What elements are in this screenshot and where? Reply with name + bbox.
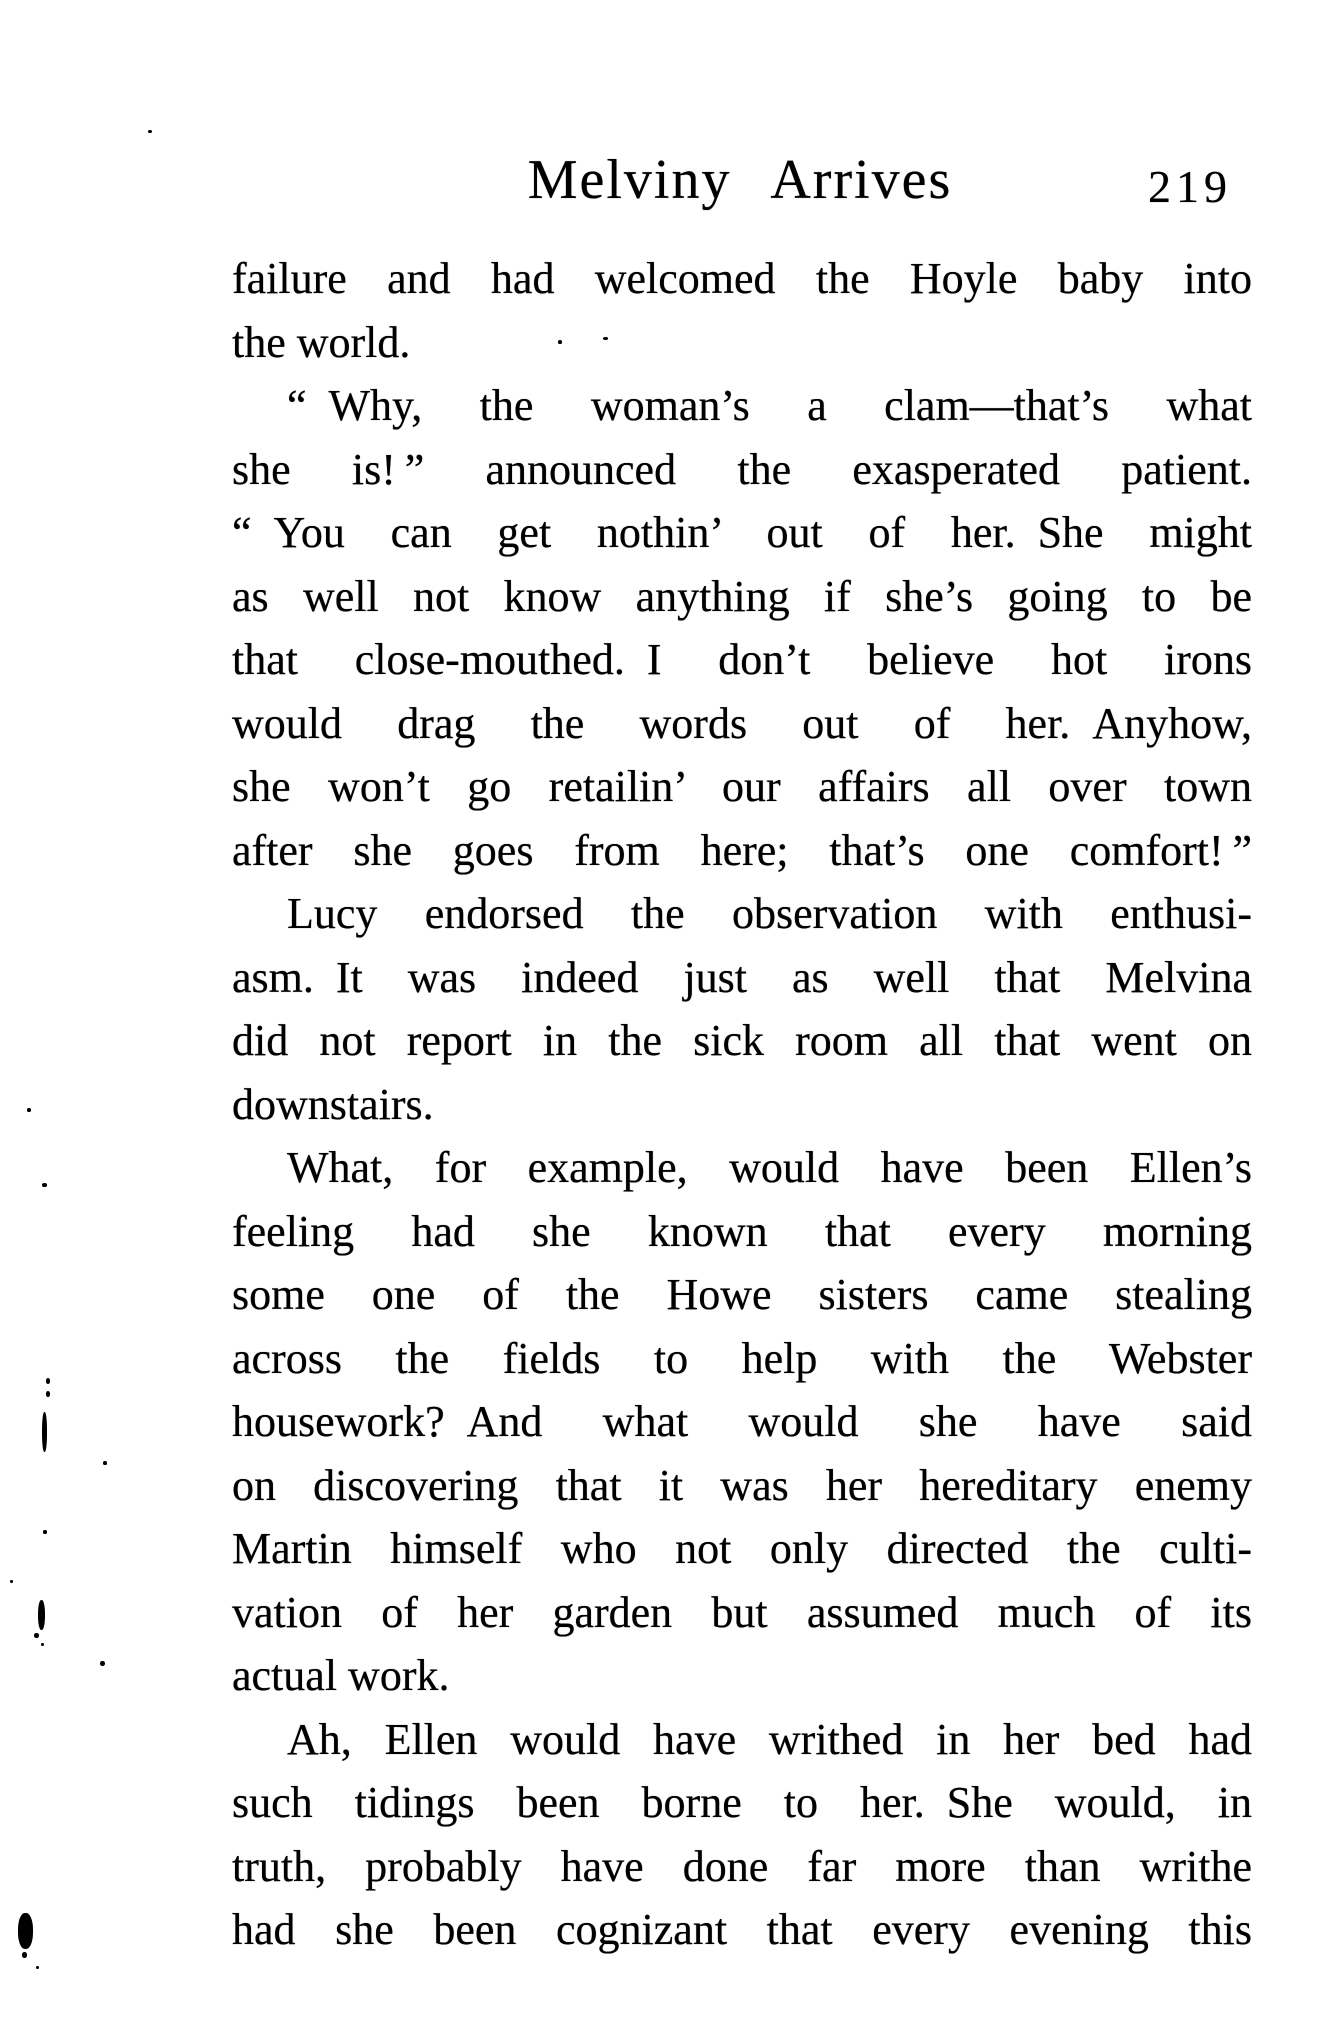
ink-mark: [42, 1412, 47, 1452]
text-line: What, for example, would have been Ellen’s: [287, 1143, 1252, 1192]
text-line: Martin himself who not only directed the culti-: [232, 1524, 1252, 1573]
text-line: “ You can get nothin’ out of her. She might: [232, 508, 1252, 557]
ink-mark: [100, 1661, 105, 1666]
body-lines: [232, 247, 1252, 1962]
ink-mark: [41, 1643, 44, 1646]
ink-mark: [103, 1461, 107, 1465]
ink-mark: [558, 340, 562, 344]
ink-mark: [27, 1108, 31, 1112]
text-line: truth, probably have done far more than writhe: [232, 1841, 1252, 1891]
text-line: had she been cognizant that every evening this: [232, 1905, 1252, 1954]
ink-mark: [42, 1183, 47, 1187]
ink-mark: [148, 130, 152, 133]
ink-mark: [18, 1913, 33, 1949]
text-line: asm. It was indeed just as well that Melvina: [232, 952, 1252, 1002]
text-line: the world.: [232, 317, 411, 367]
page-title: Melviny Arrives: [527, 149, 953, 211]
ink-mark: [43, 1530, 47, 1534]
ink-mark: [10, 1580, 13, 1583]
text-line: across the fields to help with the Webster: [232, 1333, 1252, 1383]
ink-mark: [34, 1633, 39, 1638]
text-line: such tidings been borne to her. She would, in: [232, 1778, 1252, 1827]
ink-mark: [22, 1952, 27, 1958]
ink-mark: [46, 1378, 50, 1384]
text-line: would drag the words out of her. Anyhow,: [232, 698, 1252, 748]
ink-mark: [36, 1966, 39, 1969]
text-line: she is! ” announced the exasperated patient.: [232, 444, 1252, 494]
text-line: on discovering that it was her hereditary enemy: [232, 1460, 1252, 1510]
text-line: as well not know anything if she’s going to be: [232, 571, 1252, 621]
text-line: feeling had she known that every morning: [232, 1206, 1252, 1256]
text-line: housework? And what would she have said: [232, 1397, 1252, 1446]
text-line: she won’t go retailin’ our affairs all over town: [232, 762, 1252, 811]
text-line: actual work.: [232, 1651, 450, 1700]
ink-mark: [38, 1600, 45, 1630]
text-line: that close-mouthed. I don’t believe hot irons: [232, 635, 1252, 684]
text-line: Ah, Ellen would have writhed in her bed had: [287, 1714, 1252, 1764]
text-line: vation of her garden but assumed much of its: [232, 1587, 1252, 1637]
text-line: did not report in the sick room all that went on: [232, 1016, 1252, 1065]
text-line: after she goes from here; that’s one comfort! ”: [232, 825, 1252, 875]
ink-mark: [603, 337, 608, 340]
text-line: “ Why, the woman’s a clam—that’s what: [287, 381, 1252, 430]
text-line: Lucy endorsed the observation with enthusi-: [287, 889, 1252, 938]
text-line: downstairs.: [232, 1079, 434, 1129]
page-number: 219: [1148, 161, 1232, 212]
text-line: failure and had welcomed the Hoyle baby into: [232, 254, 1252, 303]
text-line: some one of the Howe sisters came stealing: [232, 1270, 1252, 1319]
ink-mark: [46, 1391, 50, 1397]
